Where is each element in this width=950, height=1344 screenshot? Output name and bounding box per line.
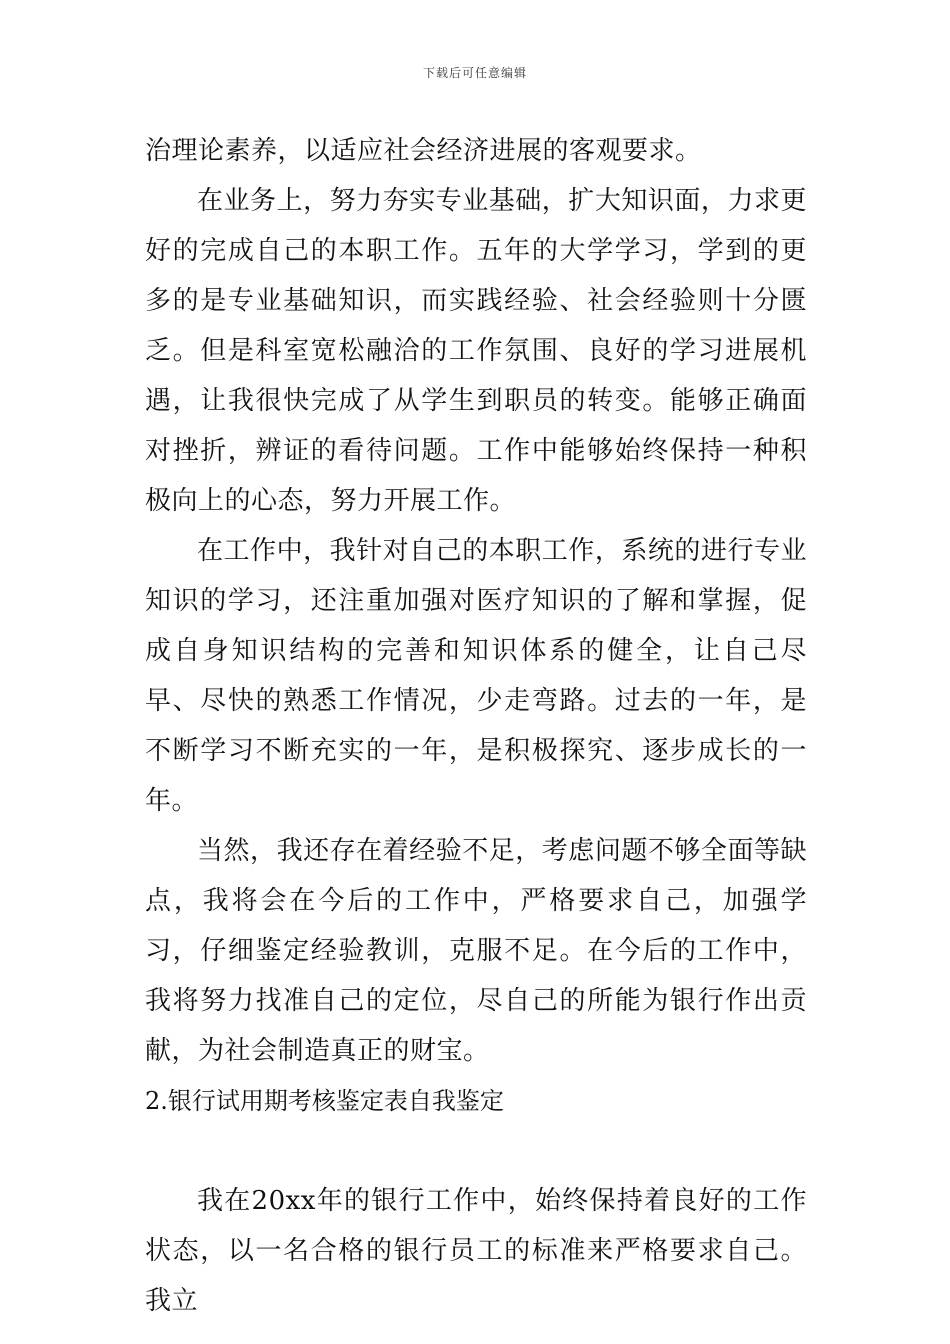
blank-line [145,1126,807,1176]
paragraph-business: 在业务上，努力夯实专业基础，扩大知识面，力求更好的完成自己的本职工作。五年的大学学习，学到的更多的是专业基础知识，而实践经验、社会经验则十分匮乏。但是科室宽松融洽的工作氛围、良好的学习进展机遇，让我很快完成了从学生到职员的转变。能够正确面对挫折，辨证的看待问题。工作中能够始终保持一种积极向上的心态，努力开展工作。 [145,186,807,516]
paragraph-section-start: 我在20xx年的银行工作中，始终保持着良好的工作状态，以一名合格的银行员工的标准来严格要求自己。我立 [145,1186,807,1316]
paragraph-work: 在工作中，我针对自己的本职工作，系统的进行专业知识的学习，还注重加强对医疗知识的了解和掌握，促成自身知识结构的完善和知识体系的健全，让自己尽早、尽快的熟悉工作情况，少走弯路。过去的一年，是不断学习不断充实的一年，是积极探究、逐步成长的一年。 [145,536,807,816]
document-body [145,126,807,1326]
paragraph-shortcomings: 当然，我还存在着经验不足，考虑问题不够全面等缺点，我将会在今后的工作中，严格要求自己，加强学习，仔细鉴定经验教训，克服不足。在今后的工作中，我将努力找准自己的定位，尽自己的所能为银行作出贡献，为社会制造真正的财宝。 [145,836,807,1066]
paragraph-continued: 治理论素养，以适应社会经济进展的客观要求。 [145,136,702,166]
page-header: 下载后可任意编辑 [422,66,527,80]
section-heading: 2.银行试用期考核鉴定表自我鉴定 [145,1087,504,1115]
